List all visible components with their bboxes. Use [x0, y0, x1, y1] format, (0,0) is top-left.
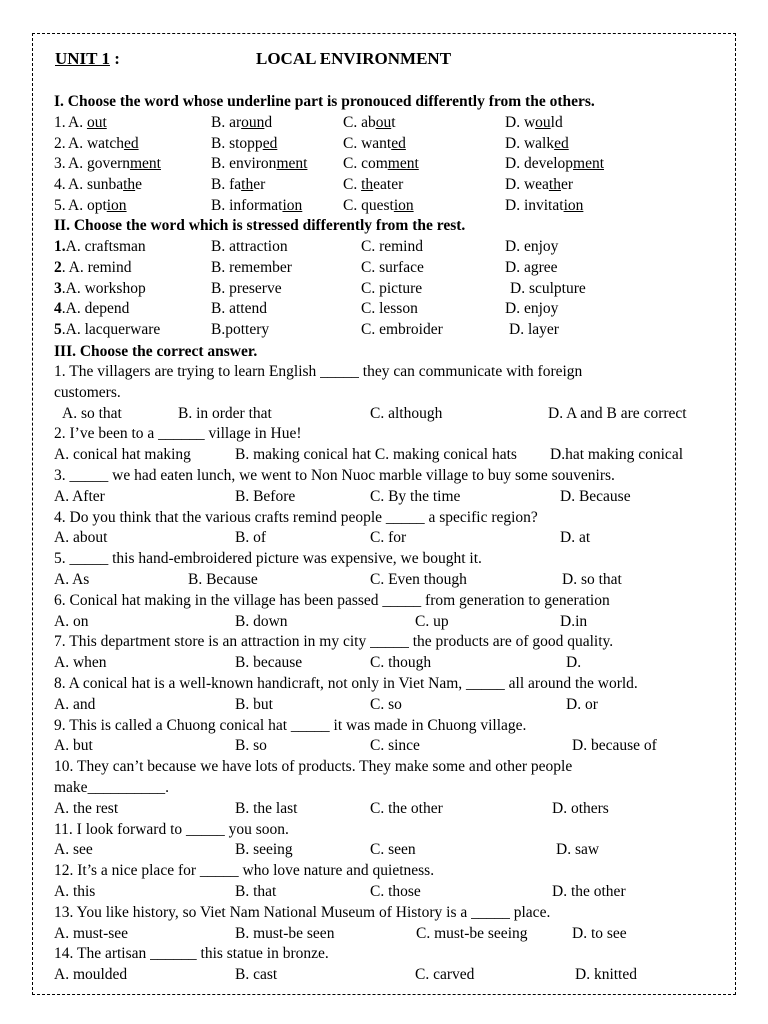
option-b: B. stopped	[211, 134, 278, 152]
answer-option: C. Even though	[370, 571, 467, 588]
question-text: make__________.	[54, 779, 169, 796]
underlined-part: ed	[391, 134, 406, 152]
option-c: C. question	[343, 196, 414, 214]
answer-option: A. when	[54, 654, 107, 672]
answer-option: A. this	[54, 883, 96, 900]
option-c: C. remind	[361, 238, 423, 255]
answer-option: A. and	[54, 695, 96, 713]
answer-option: B. of	[235, 529, 266, 547]
option-c: C. about	[343, 114, 396, 131]
answer-option: C. those	[370, 883, 421, 900]
option-c: C. lesson	[361, 300, 418, 318]
answer-option: A. As	[54, 571, 90, 588]
unit-label: UNIT 1 :	[55, 49, 120, 68]
answer-option: B. because	[235, 654, 303, 672]
answer-option: C. for	[370, 529, 407, 547]
answer-option: D.	[566, 654, 582, 672]
question-text: 13. You like history, so Viet Nam National Museum of History is a _____ place.	[54, 903, 551, 921]
answer-option: B. down	[235, 612, 288, 630]
page-title: LOCAL ENVIRONMENT	[256, 49, 452, 68]
answer-option: C. although	[370, 404, 443, 422]
option-c: C. theater	[343, 176, 404, 194]
answer-option: A. so that	[62, 404, 122, 422]
question-text: 8. A conical hat is a well-known handicraft, not only in Viet Nam, _____ all around the world.	[54, 675, 638, 692]
answer-option: B. cast	[235, 966, 278, 984]
answer-option: B. making conical hat C. making conical hats	[235, 446, 517, 464]
answer-option: C. seen	[370, 841, 416, 859]
question-text: 2. I’ve been to a ______ village in Hue!	[54, 425, 302, 443]
underlined-part: ion	[282, 196, 303, 214]
option-b: B.pottery	[211, 321, 270, 339]
answer-option: D. A and B are correct	[548, 404, 687, 422]
option-d: D. agree	[505, 258, 558, 276]
answer-option: B. Before	[235, 487, 296, 505]
underlined-part: ou	[535, 114, 551, 131]
underlined-part: th	[241, 176, 254, 194]
answer-option: D. the other	[552, 883, 626, 900]
answer-option: B. that	[235, 883, 277, 900]
option-b: B. information	[211, 196, 303, 214]
option-b: B. environment	[211, 155, 308, 173]
answer-option: A. on	[54, 612, 89, 630]
item-number: 3.	[54, 155, 66, 173]
underlined-part: ion	[106, 196, 127, 214]
option-a: A. watched	[68, 134, 139, 152]
option-a: 2. A. remind	[54, 258, 132, 276]
underlined-part: th	[548, 176, 561, 194]
option-d: D. invitation	[505, 196, 584, 214]
question-text: 1. The villagers are trying to learn English _____ they can communicate with foreign	[54, 363, 583, 380]
item-number: 4.	[54, 176, 66, 194]
answer-option: D. Because	[560, 487, 631, 505]
question-text: 3. _____ we had eaten lunch, we went to Non Nuoc marble village to buy some souvenirs.	[54, 467, 615, 484]
answer-option: A. but	[54, 737, 93, 755]
answer-option: C. so	[370, 695, 402, 713]
underlined-part: ion	[393, 196, 414, 214]
section1-heading: I. Choose the word whose underline part is pronouced differently from the others.	[54, 93, 595, 110]
option-a: A. out	[68, 114, 107, 131]
answer-option: D. others	[552, 799, 609, 817]
underlined-part: ed	[554, 134, 569, 152]
answer-option: B. so	[235, 737, 267, 755]
option-b: B. attraction	[211, 238, 288, 255]
question-text: customers.	[54, 383, 121, 401]
option-a: 1.A. craftsman	[54, 238, 146, 255]
answer-option: B. must-be seen	[235, 924, 335, 942]
answer-option: D.hat making conical	[550, 446, 683, 464]
section3-heading: III. Choose the correct answer.	[54, 343, 258, 360]
item-number: 2.	[54, 134, 66, 152]
answer-option: A. the rest	[54, 799, 119, 817]
underlined-part: ou	[375, 114, 392, 131]
answer-option: C. the other	[370, 799, 443, 817]
option-d: D. enjoy	[505, 238, 559, 255]
option-b: B. father	[211, 176, 266, 194]
answer-option: A. about	[54, 529, 108, 547]
question-text: 11. I look forward to _____ you soon.	[54, 820, 289, 838]
answer-option: C. must-be seeing	[416, 924, 528, 942]
answer-option: B. seeing	[235, 841, 293, 859]
underlined-part: ment	[573, 155, 605, 173]
answer-option: A. conical hat making	[54, 446, 191, 464]
option-c: C. surface	[361, 258, 424, 276]
question-text: 7. This department store is an attraction in my city _____ the products are of good quality.	[54, 633, 614, 651]
question-text: 5. _____ this hand-embroidered picture was expensive, we bought it.	[54, 550, 482, 568]
answer-option: A. After	[54, 487, 105, 505]
underlined-part: oun	[241, 114, 265, 131]
underlined-part: th	[123, 176, 136, 194]
option-d: D. weather	[505, 176, 574, 194]
answer-option: C. carved	[415, 966, 475, 984]
answer-option: D. because of	[572, 737, 657, 755]
option-a: A. government	[68, 155, 161, 173]
question-text: 9. This is called a Chuong conical hat _____ it was made in Chuong village.	[54, 716, 527, 734]
option-d: D. layer	[509, 321, 559, 339]
underlined-part: ion	[563, 196, 584, 214]
option-c: C. comment	[343, 155, 419, 173]
underlined-part: ment	[387, 155, 419, 173]
option-a: A. sunbathe	[68, 176, 143, 194]
question-text: 12. It’s a nice place for _____ who love nature and quietness.	[54, 862, 435, 880]
answer-option: D. so that	[562, 571, 622, 588]
answer-option: D. to see	[572, 924, 627, 942]
option-a: 4.A. depend	[54, 300, 130, 318]
option-d: D. walked	[505, 134, 569, 152]
option-d: D. would	[505, 114, 563, 131]
answer-option: A. moulded	[54, 966, 128, 984]
underlined-part: th	[361, 176, 374, 194]
option-b: B. remember	[211, 258, 292, 276]
answer-option: D. or	[566, 695, 598, 713]
option-c: C. embroider	[361, 321, 443, 339]
answer-option: D. knitted	[575, 966, 637, 984]
answer-option: D. at	[560, 529, 591, 547]
option-a: A. option	[68, 196, 127, 214]
underlined-part: ment	[276, 155, 308, 173]
underlined-part: ment	[130, 155, 161, 173]
question-text: 10. They can’t because we have lots of products. They make some and other people	[54, 758, 573, 776]
option-c: C. wanted	[343, 134, 406, 152]
answer-option: D. saw	[556, 841, 600, 859]
answer-option: C. up	[415, 612, 449, 630]
answer-option: A. must-see	[54, 924, 129, 942]
underlined-part: ed	[123, 134, 139, 152]
answer-option: D.in	[560, 612, 588, 630]
option-a: 5.A. lacquerware	[54, 321, 161, 339]
option-b: B. around	[211, 114, 273, 131]
option-d: D. development	[505, 155, 605, 173]
option-c: C. picture	[361, 279, 423, 297]
answer-option: B. in order that	[178, 404, 272, 422]
item-number: 1.	[54, 114, 66, 131]
answer-option: B. but	[235, 695, 273, 713]
underlined-part: out	[86, 114, 107, 131]
answer-option: B. Because	[188, 571, 258, 588]
item-number: 5.	[54, 196, 66, 214]
answer-option: C. since	[370, 737, 420, 755]
question-text: 6. Conical hat making in the village has been passed _____ from generation to generation	[54, 591, 610, 609]
section2-heading: II. Choose the word which is stressed differently from the rest.	[54, 217, 466, 234]
underlined-part: ed	[262, 134, 278, 152]
option-a: 3.A. workshop	[54, 279, 146, 297]
answer-option: C. though	[370, 654, 432, 672]
option-d: D. sculpture	[510, 279, 586, 297]
question-text: 4. Do you think that the various crafts remind people _____ a specific region?	[54, 508, 538, 526]
answer-option: C. By the time	[370, 487, 461, 505]
question-text: 14. The artisan ______ this statue in bronze.	[54, 945, 329, 963]
option-d: D. enjoy	[505, 300, 559, 318]
answer-option: A. see	[54, 841, 93, 859]
answer-option: B. the last	[235, 799, 298, 817]
option-b: B. attend	[211, 300, 267, 318]
option-b: B. preserve	[211, 279, 282, 297]
